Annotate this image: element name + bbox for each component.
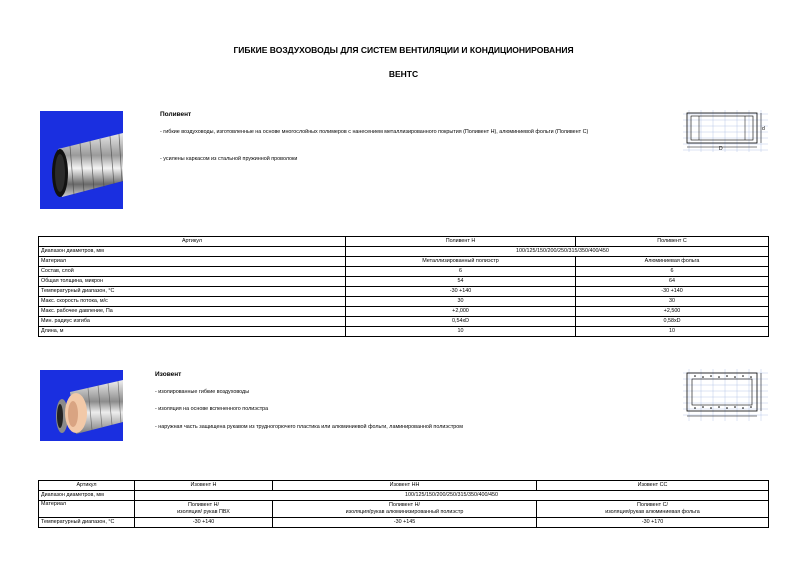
cell-value: Алюминиевая фольга (576, 257, 769, 267)
header-article: Артикул (39, 237, 346, 247)
row-label: Длина, м (39, 327, 346, 337)
material-line: Поливент С/ (636, 501, 669, 508)
table-row (39, 317, 769, 327)
isovent-description-2: - изоляция на основе вспененного полиэстра (155, 406, 269, 412)
cell-value: 0,54xD (346, 317, 576, 327)
row-label: Макс. скорость потока, м/с (39, 297, 346, 307)
cell-value (273, 501, 537, 518)
cell-value: +2,500 (576, 307, 769, 317)
cell-value: 10 (576, 327, 769, 337)
material-line: изоляция/ рукав ПВХ (177, 509, 230, 515)
table-row (39, 327, 769, 337)
polivent-description-1: - гибкие воздуховоды, изготовленные на основе многослойных полимеров с нанесением металлизированного покрытия (Поливент Н), алюминиевой фольги (Поливент С) (160, 129, 589, 135)
table-row (39, 297, 769, 307)
polivent-description-2: - усилены каркасом из стальной пружинной проволоки (160, 156, 298, 162)
row-label: Общая толщина, микрон (39, 277, 346, 287)
table-row (39, 491, 769, 501)
header-article: Артикул (39, 481, 135, 491)
cell-value: -30 +140 (135, 518, 273, 528)
table-row (39, 307, 769, 317)
table-row (39, 287, 769, 297)
row-label: Состав, слой (39, 267, 346, 277)
row-label: Температурный диапазон, °С (39, 518, 135, 528)
cell-value: -30 +145 (273, 518, 537, 528)
diagram-label-side: d (762, 126, 765, 132)
isovent-spec-table (38, 480, 769, 528)
cell-value: -30 +140 (576, 287, 769, 297)
cell-value: Металлизированный полиэстр (346, 257, 576, 267)
cell-value: +2,000 (346, 307, 576, 317)
cell-value: 30 (346, 297, 576, 307)
header-polivent-h: Поливент Н (346, 237, 576, 247)
polivent-photo (40, 111, 123, 209)
cell-value: -30 +170 (537, 518, 769, 528)
material-line: Поливент Н/ (388, 501, 421, 508)
header-isovent-cc: Изовент СС (537, 481, 769, 491)
cell-value (537, 501, 769, 518)
row-label: Макс. рабочее давление, Па (39, 307, 346, 317)
header-isovent-hh: Изовент НН (273, 481, 537, 491)
row-label: Диапазон диаметров, мм (39, 247, 346, 257)
row-label: Диапазон диаметров, мм (39, 491, 135, 501)
material-line: изоляция/рукав алюминиевая фольга (605, 509, 700, 515)
table-row (39, 501, 769, 518)
isovent-description-1: - изолированные гибкие воздуховоды (155, 389, 250, 395)
header-isovent-h: Изовент Н (135, 481, 273, 491)
table-row (39, 518, 769, 528)
diameter-range: 100/125/150/200/250/315/350/400/450 (346, 247, 769, 257)
table-row (39, 247, 769, 257)
cell-value: -30 +140 (346, 287, 576, 297)
table-row (39, 257, 769, 267)
cell-value: 6 (346, 267, 576, 277)
cell-value: 30 (576, 297, 769, 307)
diagram-label-d: D (719, 146, 723, 152)
polivent-dimension-diagram (683, 110, 768, 152)
isovent-name: Изовент (155, 371, 182, 378)
isovent-description-3: - наружная часть защищена рукавом из трудногорючего пластика или алюминиевой фольги, ламинированной полиэстром (155, 424, 463, 430)
table-row (39, 277, 769, 287)
diameter-range: 100/125/150/200/250/315/350/400/450 (135, 491, 769, 501)
brand-title: ВЕНТС (388, 69, 419, 79)
cell-value: 64 (576, 277, 769, 287)
row-label: Материал (39, 257, 346, 267)
cell-value: 0,58xD (576, 317, 769, 327)
cell-value (135, 501, 273, 518)
table-header-row (39, 237, 769, 247)
document-title: ГИБКИЕ ВОЗДУХОВОДЫ ДЛЯ СИСТЕМ ВЕНТИЛЯЦИИ И КОНДИЦИОНИРОВАНИЯ (233, 45, 574, 55)
isovent-dimension-diagram (683, 369, 768, 421)
row-label: Материал (39, 501, 135, 518)
cell-value: 10 (346, 327, 576, 337)
table-row (39, 267, 769, 277)
cell-value: 6 (576, 267, 769, 277)
polivent-name: Поливент (160, 111, 192, 118)
material-line: изоляция/рукав алюминизированный полиэстр (345, 509, 464, 515)
material-line: Поливент Н/ (187, 501, 220, 508)
row-label: Температурный диапазон, °С (39, 287, 346, 297)
polivent-spec-table (38, 236, 769, 337)
cell-value: 54 (346, 277, 576, 287)
header-polivent-c: Поливент С (576, 237, 769, 247)
row-label: Мин. радиус изгиба (39, 317, 346, 327)
table-header-row (39, 481, 769, 491)
isovent-photo (40, 370, 123, 441)
